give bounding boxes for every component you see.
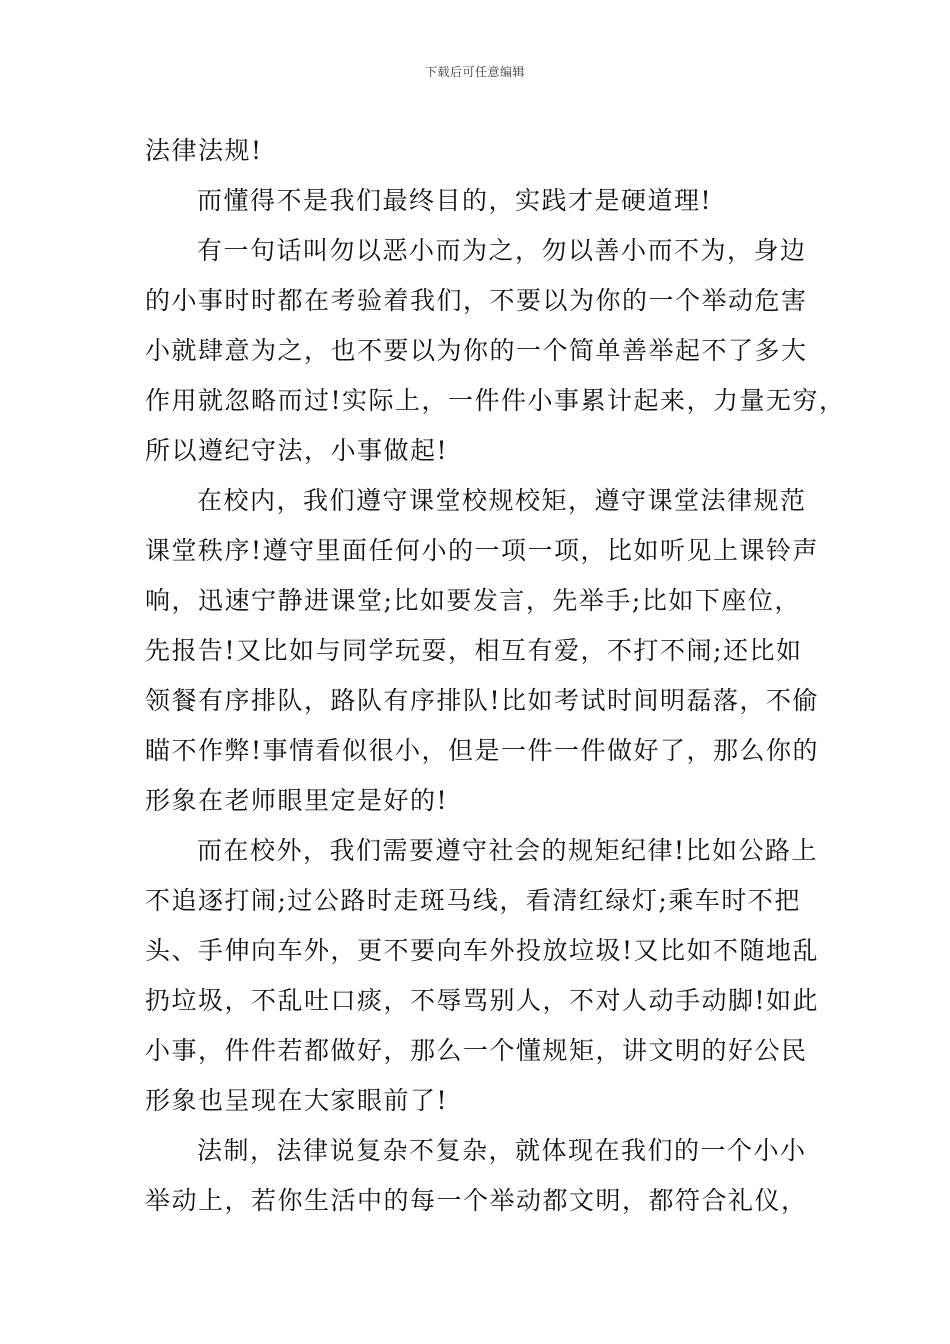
text-line: 的小事时时都在考验着我们，不要以为你的一个举动危害 [145, 286, 808, 315]
text-line: 先报告!又比如与同学玩耍，相互有爱，不打不闹;还比如 [145, 636, 803, 665]
text-line: 响，迅速宁静进课堂;比如要发言，先举手;比如下座位， [145, 586, 801, 615]
text-line: 而懂得不是我们最终目的，实践才是硬道理! [197, 186, 713, 215]
page-header: 下载后可任意编辑 [424, 65, 525, 79]
text-line: 在校内，我们遵守课堂校规校矩，遵守课堂法律规范 [197, 486, 807, 515]
text-line: 形象也呈现在大家眼前了! [145, 1086, 449, 1115]
text-line: 瞄不作弊!事情看似很小，但是一件一件做好了，那么你的 [145, 736, 820, 765]
text-line: 有一句话叫勿以恶小而为之，勿以善小而不为，身边 [197, 236, 807, 265]
text-line: 扔垃圾，不乱吐口痰，不辱骂别人，不对人动手动脚!如此 [145, 986, 820, 1015]
text-line: 课堂秩序!遵守里面任何小的一项一项，比如听见上课铃声 [145, 536, 820, 565]
text-line: 形象在老师眼里定是好的! [145, 786, 449, 815]
text-line: 而在校外，我们需要遵守社会的规矩纪律!比如公路上 [197, 836, 819, 865]
text-line: 小就肆意为之，也不要以为你的一个简单善举起不了多大 [145, 336, 808, 365]
text-line: 领餐有序排队，路队有序排队!比如考试时间明磊落，不偷 [145, 686, 820, 715]
text-line: 举动上，若你生活中的每一个举动都文明，都符合礼仪， [145, 1186, 808, 1215]
document-body [145, 126, 846, 1226]
text-line: 小事，件件若都做好，那么一个懂规矩，讲文明的好公民 [145, 1036, 808, 1065]
text-line: 法制，法律说复杂不复杂，就体现在我们的一个小小 [197, 1136, 807, 1165]
text-line: 法律法规! [145, 136, 263, 165]
text-line: 不追逐打闹;过公路时走斑马线，看清红绿灯;乘车时不把 [145, 886, 801, 915]
text-line: 作用就忽略而过!实际上，一件件小事累计起来，力量无穷， [145, 386, 846, 415]
text-line: 头、手伸向车外，更不要向车外投放垃圾!又比如不随地乱 [145, 936, 820, 965]
text-line: 所以遵纪守法，小事做起! [145, 436, 449, 465]
